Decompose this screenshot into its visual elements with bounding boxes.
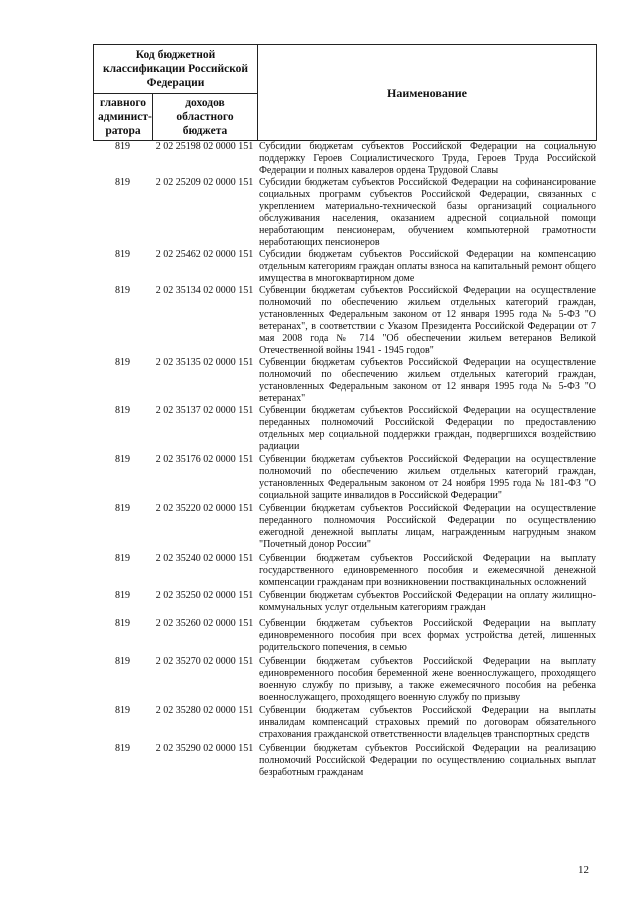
table-row (93, 618, 596, 656)
income-name: Субвенции бюджетам субъектов Российской Федерации на осуществление переданных полномочий Российской Федерации по предоставлению отдельных мер социальной поддержки граждан, подвергшихся воздействию радиации (259, 405, 596, 452)
income-name: Субвенции бюджетам субъектов Российской Федерации на выплату единовременного пособия при всех формах устройства детей, лишенных родительского попечения, в семью (259, 618, 596, 653)
table-row (93, 405, 596, 454)
admin-code: 819 (115, 405, 130, 416)
admin-code: 819 (115, 553, 130, 564)
table-row (93, 285, 596, 357)
page-number: 12 (578, 864, 589, 876)
table-row (93, 177, 596, 249)
income-name: Субсидии бюджетам субъектов Российской Федерации на софинансирование социальных программ субъектов Российской Федерации, связанных с укреплением материально-технической базы организаций социального обслуживания населения, оказанием адресной социальной помощи неработающим пенсионерам, обучением компьютерной грамотности неработающих пенсионеров (259, 177, 596, 248)
table-row (93, 357, 596, 405)
income-code: 2 02 35137 02 0000 151 (155, 405, 254, 416)
table-header (93, 44, 597, 141)
admin-code: 819 (115, 249, 130, 260)
admin-code: 819 (115, 590, 130, 601)
income-code: 2 02 25209 02 0000 151 (155, 177, 254, 188)
admin-code: 819 (115, 141, 130, 152)
admin-code: 819 (115, 743, 130, 754)
income-code: 2 02 35176 02 0000 151 (155, 454, 254, 465)
income-code: 2 02 35260 02 0000 151 (155, 618, 254, 629)
income-code: 2 02 35240 02 0000 151 (155, 553, 254, 564)
income-code: 2 02 35220 02 0000 151 (155, 503, 254, 514)
name-column-header: Наименование (258, 45, 597, 141)
income-code: 2 02 35134 02 0000 151 (155, 285, 254, 296)
income-name: Субвенции бюджетам субъектов Российской Федерации на осуществление полномочий по обеспечению жильем отдельных категорий граждан, установленных Федеральным законом от 12 января 1995 года № 5-ФЗ "О ветеранах" (259, 357, 596, 404)
income-code: 2 02 35280 02 0000 151 (155, 705, 254, 716)
table-row (93, 503, 596, 553)
table-row (93, 656, 596, 705)
income-code: 2 02 35270 02 0000 151 (155, 656, 254, 667)
admin-code: 819 (115, 357, 130, 368)
income-code: 2 02 25462 02 0000 151 (155, 249, 254, 260)
income-name: Субвенции бюджетам субъектов Российской Федерации на выплаты инвалидам компенсаций страховых премий по договорам обязательного страхования гражданской ответственности владельцев транспортных средств (259, 705, 596, 740)
table-row (93, 590, 596, 618)
income-name: Субвенции бюджетам субъектов Российской Федерации на осуществление полномочий по обеспечению жильем отдельных категорий граждан, установленных Федеральным законом от 12 января 1995 года № 5-ФЗ "О ветеранах", в соответствии с Указом Президента Российской Федерации от 7 мая 2008 года № 714 "Об обеспечении жильем ветеранов Великой Отечественной войны 1941 - 1945 годов" (259, 285, 596, 356)
income-code: 2 02 35135 02 0000 151 (155, 357, 254, 368)
code-group-header: Код бюджетной классификации Российской Федерации (94, 45, 258, 94)
income-name: Субвенции бюджетам субъектов Российской Федерации на выплату государственного единовременного пособия и ежемесячной денежной компенсации гражданам при возникновении поствакцинальных осложнений (259, 553, 596, 588)
admin-code: 819 (115, 618, 130, 629)
income-code: 2 02 35250 02 0000 151 (155, 590, 254, 601)
income-code: 2 02 25198 02 0000 151 (155, 141, 254, 152)
table-row (93, 249, 596, 285)
income-name: Субвенции бюджетам субъектов Российской Федерации на осуществление переданного полномочия Российской Федерации по осуществлению ежегодной денежной выплаты лицам, награжденным нагрудным знаком "Почетный донор России" (259, 503, 596, 550)
admin-code: 819 (115, 656, 130, 667)
income-name: Субвенции бюджетам субъектов Российской Федерации на реализацию полномочий Российской Федерации по осуществлению социальных выплат безработным гражданам (259, 743, 596, 778)
table-row (93, 141, 596, 177)
income-name: Субвенции бюджетам субъектов Российской Федерации на оплату жилищно-коммунальных услуг отдельным категориям граждан (259, 590, 596, 613)
admin-code: 819 (115, 454, 130, 465)
income-name: Субвенции бюджетам субъектов Российской Федерации на выплату единовременного пособия беременной жене военнослужащего, проходящего военную службу по призыву, а также ежемесячного пособия на ребенка военнослужащего, проходящего военную службу по призыву (259, 656, 596, 703)
income-code: 2 02 35290 02 0000 151 (155, 743, 254, 754)
table-row (93, 454, 596, 503)
income-name: Субсидии бюджетам субъектов Российской Федерации на компенсацию отдельным категориям граждан оплаты взноса на капитальный ремонт общего имущества в многоквартирном доме (259, 249, 596, 284)
admin-code: 819 (115, 177, 130, 188)
admin-code: 819 (115, 503, 130, 514)
income-name: Субвенции бюджетам субъектов Российской Федерации на осуществление полномочий по обеспечению жильем отдельных категорий граждан, установленных Федеральным законом от 24 ноября 1995 года № 181-ФЗ "О социальной защите инвалидов в Российской Федерации" (259, 454, 596, 501)
admin-column-header: главного админист-ратора (94, 94, 153, 141)
admin-code: 819 (115, 705, 130, 716)
table-body (93, 141, 596, 781)
admin-code: 819 (115, 285, 130, 296)
income-name: Субсидии бюджетам субъектов Российской Федерации на социальную поддержку Героев Социалистического Труда, Героев Труда Российской Федерации и полных кавалеров ордена Трудовой Славы (259, 141, 596, 176)
table-row (93, 743, 596, 781)
table-row (93, 553, 596, 590)
table-row (93, 705, 596, 743)
income-column-header: доходов областного бюджета (153, 94, 258, 141)
